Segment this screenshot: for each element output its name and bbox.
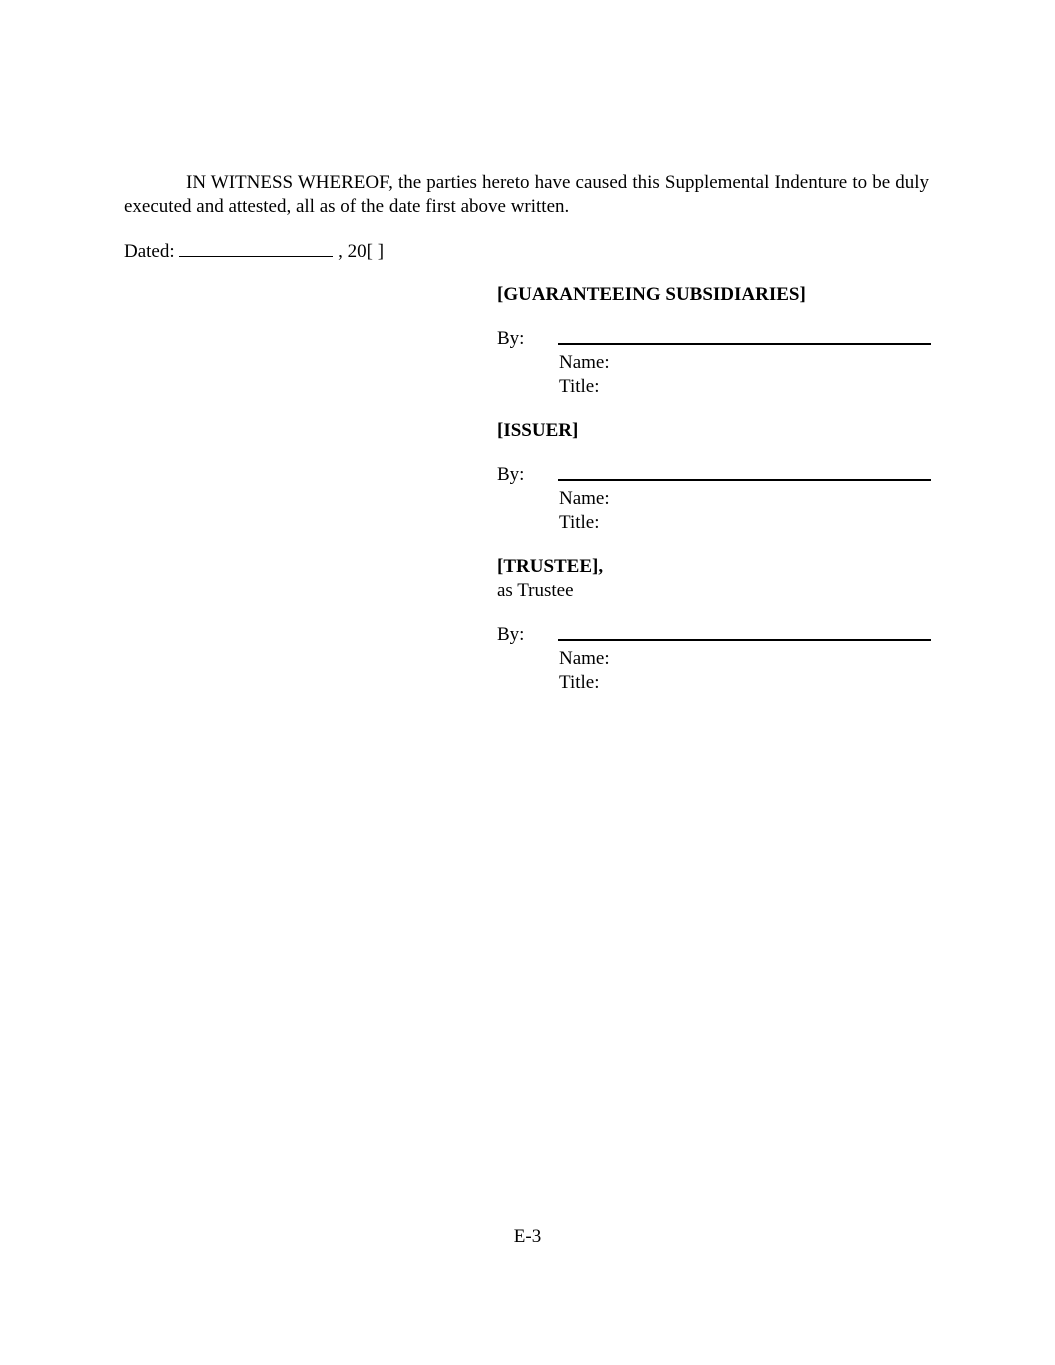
witness-paragraph: IN WITNESS WHEREOF, the parties hereto have caused this Supplemental Indenture to be duly executed and attested, all as of the date first above written.	[124, 172, 929, 217]
signature-line	[558, 335, 931, 345]
page-number: E-3	[513, 1226, 542, 1247]
party-role: as Trustee	[497, 580, 574, 601]
party-name: [TRUSTEE],	[497, 556, 604, 577]
dated-suffix: , 20[ ]	[338, 241, 385, 262]
date-blank	[179, 238, 333, 257]
name-label: Name:	[559, 488, 610, 509]
name-label: Name:	[559, 648, 610, 669]
title-label: Title:	[559, 376, 600, 397]
signature-block-guaranteeing-subsidiaries	[497, 283, 931, 399]
title-label: Title:	[559, 672, 600, 693]
by-row	[497, 623, 931, 647]
by-label: By:	[497, 328, 525, 349]
by-label: By:	[497, 624, 525, 645]
title-label: Title:	[559, 512, 600, 533]
dated-line	[124, 238, 384, 264]
name-label: Name:	[559, 352, 610, 373]
party-name: [ISSUER]	[497, 420, 579, 441]
by-row	[497, 327, 931, 351]
party-name: [GUARANTEEING SUBSIDIARIES]	[497, 284, 806, 305]
signature-line	[558, 471, 931, 481]
signature-block-issuer	[497, 419, 931, 535]
signature-block-trustee	[497, 555, 931, 695]
by-label: By:	[497, 464, 525, 485]
dated-label: Dated:	[124, 241, 175, 262]
signature-line	[558, 631, 931, 641]
by-row	[497, 463, 931, 487]
